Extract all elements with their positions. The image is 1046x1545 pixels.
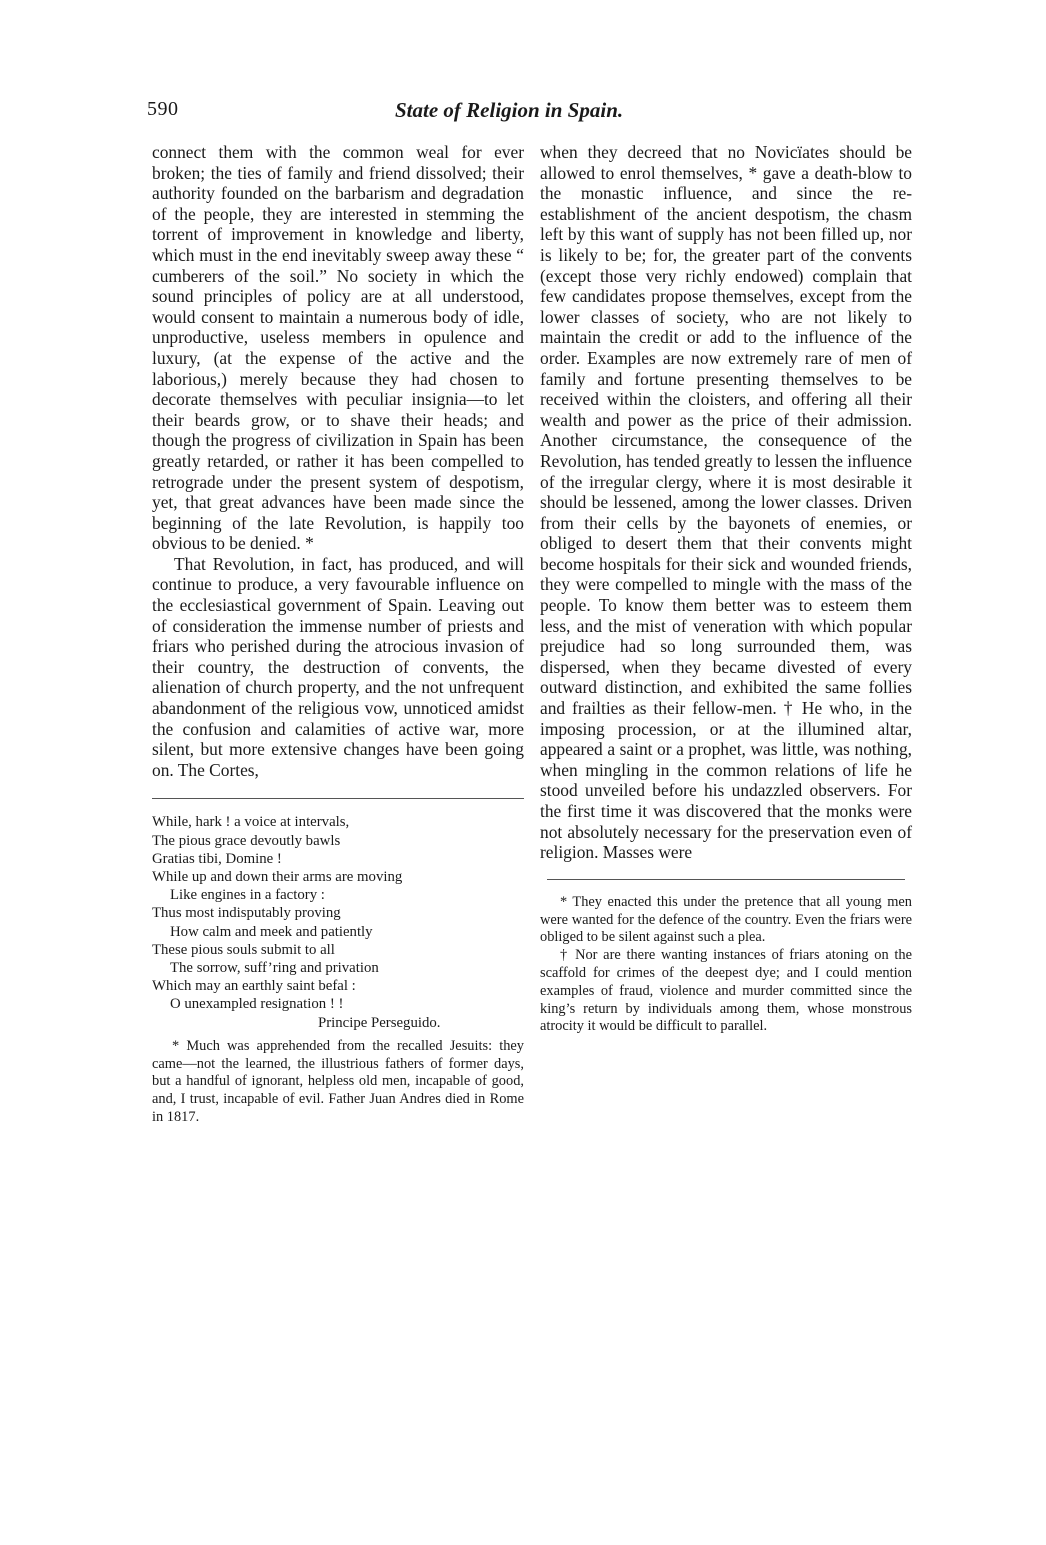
page-header [147, 98, 917, 128]
verse-line: Gratias tibi, Domine ! [152, 850, 282, 867]
verse-line: Thus most indisputably proving [152, 905, 341, 922]
verse-line: While, hark ! a voice at intervals, [152, 814, 350, 831]
verse-line: How calm and meek and patiently [170, 923, 373, 940]
footnote-cortes: * They enacted this under the pretence that all young men were wanted for the defence of the country. Even the friars were obliged to be silent against such a plea. [540, 893, 912, 946]
right-paragraph-1: when they decreed that no Novicïates should be allowed to enrol themselves, * gave a death-blow to the monastic influence, and since the re-establishment of the ancient despotism, the chasm left by this want of supply has not been filled up, nor is likely to be; for, the greater part of the convents (except those very richly endowed) complain that few candidates propose themselves, except from the lower classes of society, who are not likely to maintain the credit or add to the influence of the order. Examples are now extremely rare of men of family and fortune presenting themselves to be received within the cloisters, and offering all their wealth and power as the price of their admission. Another circumstance, the consequence of the Revolution, has tended greatly to lessen the influence of the irregular clergy, where it is most desirable it should be lessened, among the lower classes. Driven from their cells by the bayonets of enemies, or obliged to desert them that their convents might become hospitals for their sick and wounded friends, they were compelled to mingle with the mass of the people. To know them better was to esteem them less, and the mist of veneration with which popular prejudice had so long surrounded them, was dispersed, when they became divested of every outward distinction, and exhibited the same follies and frailties as their fellow-men. † He who, in the imposing procession, or at the illumined altar, appeared a saint or a prophet, was little, was nothing, when mingling in the common relations of life he stood unveiled before his undazzled observers. For the first time it was discovered that the monks were not absolutely necessary for the preservation even of religion. Masses were [540, 142, 912, 863]
footnote-jesuits: * Much was apprehended from the recalled Jesuits: they came—not the learned, the illustrious fathers of former days, but a handful of ignorant, helpless old men, incapable of good, and, I trust, incapable of evil. Father Juan Andres died in Rome in 1817. [152, 1037, 524, 1126]
verse-line: While up and down their arms are moving [152, 869, 403, 886]
left-paragraph-1: connect them with the common weal for ever broken; the ties of family and friend dissolved; their authority founded on the barbarism and degradation of the people, they are interested in stemming the torrent of improvement in knowledge and liberty, which must in the end inevitably sweep away these “ cumberers of the soil.” No society in which the sound principles of policy are at all understood, would consent to maintain a numerous body of idle, unproductive, useless members in opulence and luxury, (at the expense of the active and the laborious,) merely because they had chosen to decorate themselves with peculiar insignia—to let their beards grow, or to shave their heads; and though the progress of civilization in Spain has been greatly retarded, or rather it has been compelled to retrograde under the present system of despotism, yet, that great advances have been made since the beginning of the late Revolution, is happily too obvious to be denied. * [152, 142, 524, 554]
page-number: 590 [147, 98, 179, 120]
verse-footnote [152, 813, 524, 1031]
left-footnote [152, 1038, 524, 1127]
footnote-divider-left [152, 798, 524, 799]
verse-signature: Principe Perseguido. [318, 1014, 441, 1031]
running-title: State of Religion in Spain. [395, 98, 624, 122]
right-footnotes [540, 894, 912, 1036]
left-body-text [152, 142, 524, 780]
right-body-text [540, 142, 912, 863]
verse-line: The sorrow, suff’ring and privation [170, 960, 379, 977]
verse-line: Like engines in a factory : [170, 887, 325, 904]
footnote-divider-right [547, 879, 905, 880]
verse-line: These pious souls submit to all [152, 941, 335, 958]
left-column [152, 142, 524, 1127]
verse-line: The pious grace devoutly bawls [152, 832, 341, 849]
verse-line: Which may an earthly saint befal : [152, 978, 356, 995]
footnote-friars: † Nor are there wanting instances of friars atoning on the scaffold for crimes of the deepest dye; and I could mention examples of fraud, violence and murder committed since the king’s return by individuals among them, whose monstrous atrocity it would be difficult to parallel. [540, 947, 912, 1035]
left-paragraph-2: That Revolution, in fact, has produced, and will continue to produce, a very favourable influence on the ecclesiastical government of Spain. Leaving out of consideration the immense number of priests and friars who perished during the atrocious invasion of their country, the destruction of convents, the alienation of church property, and the not unfrequent abandonment of the religious vow, unnoticed amidst the confusion and calamities of active war, more silent, but more extensive changes have been going on. The Cortes, [152, 553, 524, 780]
right-column [540, 142, 912, 1036]
verse-line: O unexampled resignation ! ! [170, 996, 344, 1013]
